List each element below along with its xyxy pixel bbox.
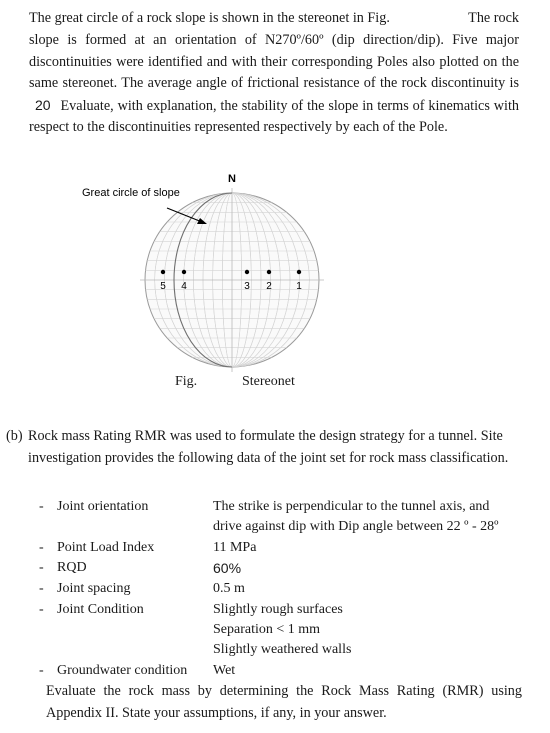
list-item-key: Joint Condition	[57, 602, 144, 617]
pole-4-dot	[182, 270, 186, 274]
friction-angle-value: 20	[35, 96, 51, 113]
list-item-value: 0.5 m	[213, 581, 245, 596]
list-item-key: Joint spacing	[57, 581, 131, 596]
list-item-value: Slightly rough surfaces	[213, 602, 343, 617]
list-item-value: Slightly weathered walls	[213, 642, 352, 657]
question-b-text: Rock mass Rating RMR was used to formulate the design strategy for a tunnel. Site investigation provides the following data of the joint set for rock mass classification.	[28, 428, 509, 466]
stereonet-svg	[0, 166, 550, 396]
list-item-value: 60%	[213, 560, 242, 576]
pole-3-label: 3	[244, 281, 250, 292]
question-b-label: (b)	[6, 428, 23, 444]
pole-1-dot	[297, 270, 301, 274]
stereonet-figure	[0, 166, 550, 396]
question-b	[6, 425, 526, 469]
list-item-value: 11 MPa	[213, 540, 257, 555]
list-item-value: Separation < 1 mm	[213, 622, 321, 637]
list-item-key: Groundwater condition	[57, 663, 188, 678]
pole-4-label: 4	[181, 281, 187, 292]
pole-2-dot	[267, 270, 271, 274]
list-item-key: Point Load Index	[57, 540, 155, 555]
pole-2-label: 2	[266, 281, 272, 292]
great-circle-label: Great circle of slope	[82, 187, 180, 199]
pole-3-dot	[245, 270, 249, 274]
list-item-value: The strike is perpendicular to the tunnel axis, and	[213, 499, 490, 514]
list-item-value: drive against dip with Dip angle between 22 º - 28º	[213, 519, 499, 534]
evaluate-instruction: Evaluate the rock mass by determining the Rock Mass Rating (RMR) using Appendix II. State your assumptions, if any, in your answer.	[46, 683, 522, 721]
figure-caption-name: Stereonet	[242, 374, 295, 389]
figure-caption-fig: Fig.	[175, 374, 198, 389]
line1-right: The rock	[468, 10, 519, 26]
pole-5-label: 5	[160, 281, 166, 292]
question-a-tail: Evaluate, with explanation, the stability of the slope in terms of kinematics with respect to the discontinuities represented respectively by each of the Pole.	[29, 97, 519, 135]
pole-5-dot	[161, 270, 165, 274]
list-item-key: Joint orientation	[57, 499, 149, 514]
list-item-key: RQD	[57, 560, 87, 575]
line1-left: The great circle of a rock slope is shown in the stereonet in Fig.	[29, 10, 390, 26]
question-a-body: slope is formed at an orientation of N270º/60º (dip direction/dip). Five major discontinuities were identified and with their corresponding Poles also plotted on the same stereonet. The average angle of frictional resistance of the rock discontinuity is	[29, 32, 519, 91]
north-label: N	[228, 173, 236, 185]
pole-1-label: 1	[296, 281, 302, 292]
list-item-value: Wet	[213, 663, 236, 678]
